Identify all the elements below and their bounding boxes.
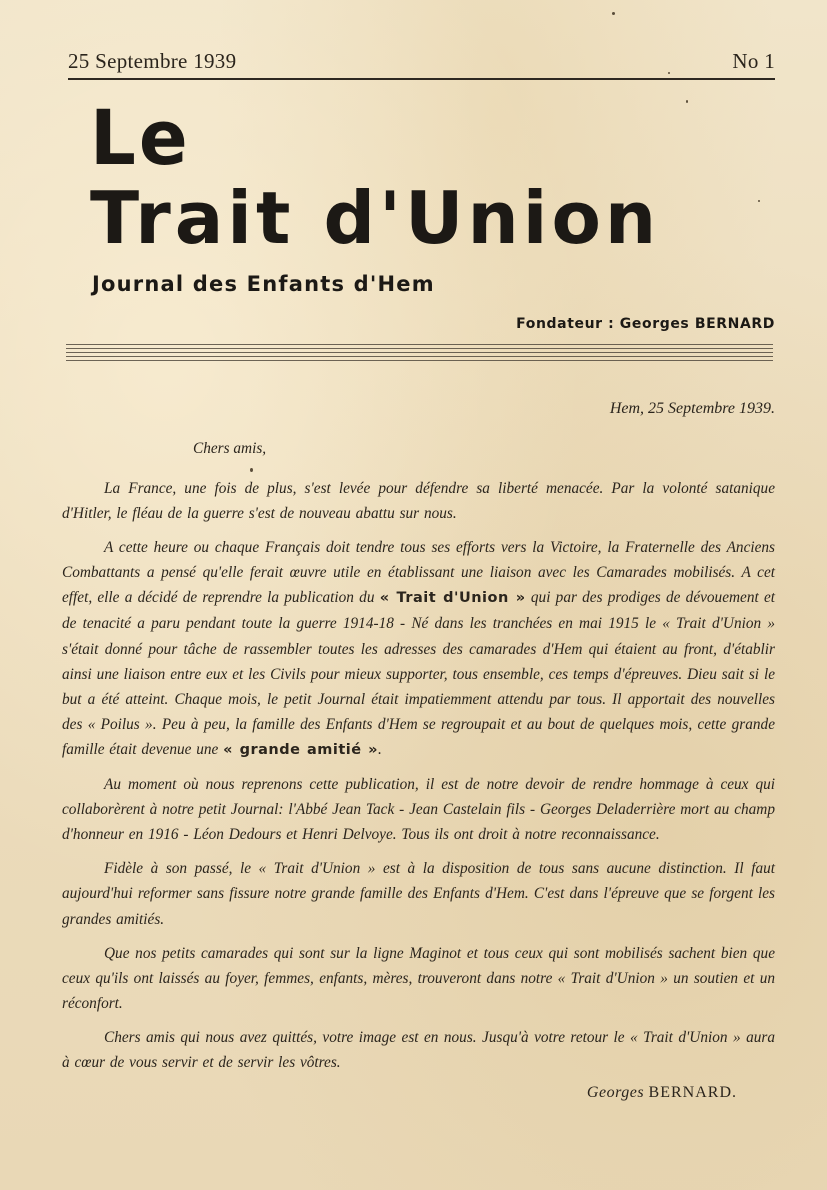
issue-date: 25 Septembre 1939: [68, 49, 237, 73]
paragraph-6: Chers amis qui nous avez quittés, votre image est en nous. Jusqu'à votre retour le « Trait d'Union » aura à cœur de vous servir et de servir les vôtres.: [62, 1028, 775, 1071]
paragraph-2: [62, 535, 775, 763]
masthead-divider: [66, 344, 773, 362]
letter-body: [62, 400, 775, 1102]
paper-speck: [758, 200, 760, 202]
paragraph-3: Au moment où nous reprenons cette publication, il est de notre devoir de rendre hommage à ceux qui collaborèrent à notre petit Journal: l'Abbé Jean Tack - Jean Castelain fils - Georges Deladerrière mort au champ d'honneur en 1916 - Léon Dedours et Henri Delvoye. Tous ils ont droit à notre reconnaissance.: [62, 776, 775, 844]
signature-first-name: Georges: [586, 1084, 645, 1102]
paragraph-1: La France, une fois de plus, s'est levée pour défendre sa liberté menacée. Par la volonté satanique d'Hitler, le fléau de la guerre s'est de nouveau abattu sur nous.: [62, 480, 775, 523]
paragraph-5: Que nos petits camarades qui sont sur la ligne Maginot et tous ceux qui sont mobilisés sachent bien que ceux qu'ils ont laissés au foyer, femmes, enfants, mères, trouveront dans notre « Trait d'Union » un soutien et un réconfort.: [62, 944, 775, 1012]
letter-salutation: Chers amis,: [193, 440, 267, 457]
letter-place-date: Hem, 25 Septembre 1939.: [609, 400, 775, 417]
masthead-title: Trait d'Union: [90, 176, 661, 260]
paragraph-4: Fidèle à son passé, le « Trait d'Union » est à la disposition de tous sans aucune distinction. Il faut aujourd'hui reformer sans fissure notre grande famille des Enfants d'Hem. C'est dans l'épreuve que se forgent les grandes amitiés.: [62, 860, 775, 928]
issue-header-bar: [68, 48, 775, 80]
paragraph-2-end: .: [378, 740, 382, 758]
letter-signature: [62, 1084, 775, 1102]
masthead-subtitle: Journal des Enfants d'Hem: [92, 272, 435, 296]
paper-speck: [612, 12, 615, 15]
issue-number: No 1: [732, 49, 775, 73]
paragraph-2-grande-amitie: « grande amitié »: [223, 741, 379, 758]
paragraph-2-part-a: A cette heure ou chaque Français doit tendre tous ses efforts vers la Victoire, la Fraternelle des Anciens Combattants a pensé qu'elle ferait œuvre utile en établissant une liaison avec les Camarades mobilisés. A cet effet, elle a décidé de reprendre la publication du: [62, 539, 775, 607]
founder-credit: Fondateur : Georges BERNARD: [516, 316, 775, 332]
masthead-line-1: Le: [90, 93, 191, 182]
paragraph-2-title-mention: « Trait d'Union »: [379, 590, 526, 607]
paragraph-2-part-c: qui par des prodiges de dévouement et de tenacité a paru pendant toute la guerre 1914-18 - Né dans les tranchées en mai 1915 le « Trait d'Union » s'était donné pour tâche de rassembler toutes les adresses des camarades d'Hem qui étaient au front, d'établir ainsi une liaison entre eux et les Civils pour mieux supporter, tous ensemble, ces temps d'épreuves. Dieu sait si le but a été atteint. Chaque mois, le petit Journal était impatiemment attendu par tous. Il apportait des nouvelles des « Poilus ». Peu à peu, la famille des Enfants d'Hem se regroupait et au bout de quelques mois, cette grande famille était devenue une: [62, 589, 775, 758]
masthead-le: [90, 93, 191, 182]
paper-speck: [250, 468, 253, 472]
paper-speck: [668, 72, 670, 74]
signature-last-name: BERNARD.: [648, 1084, 737, 1102]
paper-speck: [686, 100, 688, 103]
